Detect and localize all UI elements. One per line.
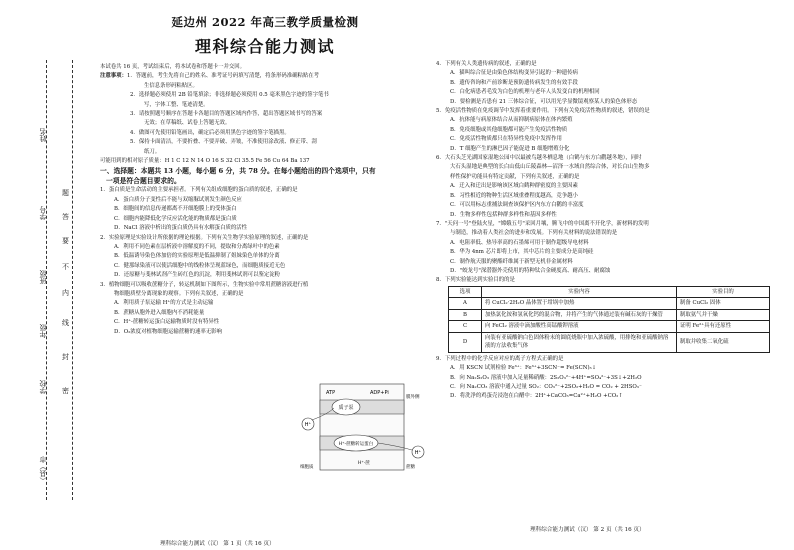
option: B．遗传咨询和产前诊断是预防遗传病发生的有效手段 bbox=[450, 79, 578, 86]
section-heading: 一、选择题：本题共 13 小题，每小题 6 分，共 78 分。在每小题给出的四个选项中，只有 bbox=[100, 167, 376, 176]
notes-line: 3．请按照题号顺序在答题卡各题目的答题区域内作答，超出答题区域书写的答案 bbox=[130, 111, 323, 118]
option: C．免疫活性物质都只在特异性免疫中发挥作用 bbox=[450, 136, 562, 143]
question-stem: 1．蛋白质是生命活动的主要承担者。下列有关组成细胞的蛋白质的叙述，正确的是 bbox=[100, 187, 298, 194]
option: B．习性相近的物种生活区域重叠程度越高，竞争越小 bbox=[450, 192, 578, 199]
question-stem: 与制造，推动着人类社会的进步和发展。下列有关材料的说法错误的是 bbox=[450, 230, 618, 237]
table-row bbox=[449, 332, 770, 352]
table-cell: 向 FeCl₂ 溶液中滴加酸性高锰酸钾溶液 bbox=[482, 321, 677, 333]
option: C．细胞内能降低化学反应活化能的物质都是蛋白质 bbox=[114, 215, 237, 222]
table-row bbox=[449, 321, 770, 333]
option: C．健那绿染液可以使活细胞中的线粒体呈现蓝绿色，而细胞质接近无色 bbox=[114, 262, 286, 269]
table-cell: 制取并收集二氧化硫 bbox=[677, 332, 770, 352]
page-1 bbox=[100, 14, 430, 547]
table-cell: D bbox=[449, 332, 482, 352]
seal-char: 不 bbox=[62, 263, 69, 271]
h-plus-label-right: H⁺ bbox=[414, 450, 422, 456]
question-stem: 2．实验原理是实验设计所依据的理论根据。下列有关生物学实验原理的叙述，正确的是 bbox=[100, 234, 309, 241]
question-stem: 6．大石头芝光湖国家湿地公园中以最被鸟越冬栖息地（白鹤与东方白鹳越冬地），同时 bbox=[436, 155, 642, 162]
notes-label: 注意事项： bbox=[100, 73, 127, 80]
table-cell: C bbox=[449, 321, 482, 333]
table-cell: 加热氯化铵和氢氧化钙的混合物，并将产生的气体通过装有碱石灰的干燥管 bbox=[482, 309, 677, 321]
notes-line: 4．做图可先使用铅笔画出，确定后必须用黑色字迹的签字笔描黑。 bbox=[130, 129, 290, 136]
question-stem: 9．下列过程中的化学反应对应的离子方程式正确的是 bbox=[436, 355, 564, 362]
intro-text: 本试卷共 16 页，考试结束后，将本试卷和答题卡一并交回。 bbox=[100, 64, 246, 70]
seal-char: 题 bbox=[62, 189, 69, 197]
table-cell: 制备 CuCl₂ 固体 bbox=[677, 298, 770, 310]
table-cell: B bbox=[449, 309, 482, 321]
h-plus-label: H⁺ bbox=[304, 422, 312, 428]
label-city: （县）市 bbox=[39, 456, 47, 484]
option: D．将洗净的鸡蛋壳浸泡在白醋中：2H⁺+CaCO₃=Ca²⁺+H₂O +CO₂↑ bbox=[450, 393, 623, 400]
option: A．利用不同色素在层析液中溶解度的不同，提取和分离绿叶中的色素 bbox=[114, 243, 280, 250]
dashed-line-inner bbox=[72, 60, 73, 500]
label-grade: 年级 bbox=[39, 324, 47, 338]
table-cell: 证明 Fe²⁺具有还原性 bbox=[677, 321, 770, 333]
option: B．低温诱导染色体加倍的实验原理是低温抑制了姐妹染色单体的分离 bbox=[114, 253, 280, 260]
question-stem: 5．免疫活性物质在免疫调节中发挥着重要作用。下列有关免疫活性物质的叙述，错误的是 bbox=[436, 108, 650, 115]
notes-line: 5．保持卡面清洁，不要折叠、不要弄破、弄皱，不准使用涂改液、修正带、刮 bbox=[130, 139, 317, 146]
option: D．"蛟龙号"深潜器外壳使用的特种钛合金硬度高、耐高压、耐腐蚀 bbox=[450, 267, 611, 274]
option: D．O₂浓度对植物细胞运输蔗糖的速率无影响 bbox=[114, 328, 222, 335]
notes-line: 注意事项：1．答题前，考生先将自己的姓名、准考证号码填写清楚，将条形码准确粘贴在考 bbox=[100, 73, 320, 80]
table-header-cell: 选项 bbox=[449, 286, 482, 298]
page-2 bbox=[436, 60, 786, 402]
page-footer-left: 理科综合能力测试（汉） 第 1 页（共 16 页） bbox=[160, 541, 275, 547]
table-cell: 将 CuCl₂·2H₂O 晶体置于坩埚中加热 bbox=[482, 298, 677, 310]
option: B．华为 4nm 芯片即将上市，其中芯片的主要成分是高纯硅 bbox=[450, 249, 594, 256]
sucrose-h-label: H⁺·蔗 bbox=[358, 461, 370, 466]
option: C．可以用标志重捕法调查该保护区内东方白鹳的丰富度 bbox=[450, 202, 584, 209]
option: B．细胞间的信息传递都离不开细胞膜上的受体蛋白 bbox=[114, 206, 237, 213]
question-stem: 4．下列有关人类遗传病的叙述，正确的是 bbox=[436, 61, 537, 67]
transporter-label: H⁺-蔗糖转运蛋白 bbox=[338, 442, 374, 447]
atomic-masses: 可能用到的相对原子质量：H 1 C 12 N 14 O 16 S 32 Cl 35.5 Fe 56 Cu 64 Ba 137 bbox=[100, 158, 310, 165]
cytoplasm-label: 细胞质 bbox=[300, 465, 314, 470]
option: C．制作航天服的聚酯纤维属于新型无机非金属材料 bbox=[450, 258, 573, 265]
option: B．向 Na₂S₂O₃ 溶液中加入足量稀硝酸：2S₂O₃²⁻+4H⁺=SO₄²⁻+3S↓+2H₂O bbox=[450, 374, 642, 381]
option: D．还原糖与斐林试剂产生砖红色的沉淀，利用斐林试剂可以鉴定淀粉 bbox=[114, 272, 281, 279]
option: C．白化病患者毛发为白色的机理与老年人头发变白的机理相同 bbox=[450, 89, 600, 96]
seal-char: 答 bbox=[62, 213, 69, 221]
notes-line: 2．选择题必须使用 2B 铅笔填涂；非选择题必须使用 0.5 毫米黑色字迹的签字笔书 bbox=[130, 92, 329, 99]
notes-line: 生信息条形码粘贴区。 bbox=[144, 82, 198, 89]
question-stem: 8．下列实验能达到实验目的的是 bbox=[436, 277, 515, 284]
option: D．要检测是否患有 21 三体综合征，可以用光学显微镜观察某人的染色体形态 bbox=[450, 98, 638, 105]
seal-char: 密 bbox=[62, 387, 69, 395]
outer-side-label: 膜外侧 bbox=[406, 395, 420, 400]
exam-subtitle: 理科综合能力测试 bbox=[194, 37, 335, 56]
table-header-cell: 实验内容 bbox=[482, 286, 677, 298]
seal-char: 要 bbox=[62, 237, 69, 245]
question-stem: 大石头湿地是典型的长白山低山丘陵森林—沼泽一水域自然综合体，对长白山生物多 bbox=[450, 164, 650, 171]
notes-line: 写，字体工整、笔迹清楚。 bbox=[144, 101, 209, 108]
option: A．蛋白质分子变性后不能与双缩脲试剂发生颜色反应 bbox=[114, 196, 242, 203]
question-stem: 3．植物细胞可以吸收蔗糖分子，转运机制如下图所示，生物实验中常用蔗糖溶液进行植 bbox=[100, 281, 309, 288]
table-header-cell: 实验目的 bbox=[677, 286, 770, 298]
option: B．蔗糖从胞外进入细胞内不消耗能量 bbox=[114, 309, 205, 316]
seal-char: 封 bbox=[62, 353, 69, 361]
option: B．免疫细胞或其他细胞都可能产生免疫活性物质 bbox=[450, 126, 568, 133]
question-stem: 物细胞质壁分离现象的观察。下列有关叙述，正确的是 bbox=[114, 290, 244, 297]
table-row bbox=[449, 298, 770, 310]
option: C．H⁺-蔗糖转运蛋白运输物质时没有特异性 bbox=[114, 319, 220, 326]
option: A．电阻率低、热导率高的石墨烯可用于制作超级导电材料 bbox=[450, 239, 589, 246]
option: A．用 KSCN 试剂检验 Fe³⁺：Fe³⁺+3SCN⁻= Fe(SCN)₃↓ bbox=[450, 365, 597, 372]
sucrose-transport-diagram bbox=[298, 380, 428, 476]
label-name: 姓名 bbox=[39, 128, 47, 142]
notes-line: 纸刀。 bbox=[144, 148, 161, 155]
seal-char: 内 bbox=[62, 289, 69, 297]
option: A．迁入和迁出是影响该区域白鹤种群密度的主要因素 bbox=[450, 183, 578, 190]
pump-label: 质子泵 bbox=[338, 405, 354, 411]
question-stem: 7．"天问一号"登陆火星，"嫦娥五号"采回月壤，腾飞中的中国离不开化学，新材料的发明 bbox=[436, 220, 649, 227]
option: A．利用质子泵运输 H⁺的方式是主动运输 bbox=[114, 300, 214, 307]
table-header-row bbox=[449, 286, 770, 298]
binding-margin bbox=[0, 0, 88, 550]
exam-title: 延边州 2022 年高三教学质量检测 bbox=[171, 15, 359, 29]
q8-table bbox=[448, 286, 770, 353]
section-heading: 一项是符合题目要求的。 bbox=[106, 177, 181, 186]
option: C．向 Na₂CO₃ 溶液中通入过量 SO₂：CO₃²⁻+2SO₂+H₂O = CO₂ + 2HSO₃⁻ bbox=[450, 383, 642, 390]
notes-line: 无效；在草稿纸、试卷上答题无效。 bbox=[144, 120, 231, 127]
table-cell: A bbox=[449, 298, 482, 310]
table-row bbox=[449, 309, 770, 321]
table-cell: 制取氨气并干燥 bbox=[677, 309, 770, 321]
seal-char: 线 bbox=[62, 319, 69, 327]
sucrose-label: 蔗糖 bbox=[406, 465, 415, 470]
table-cell: 向装有亚硫酸钠白色固体粉末的圆底烧瓶中加入浓硫酸，用排饱和亚硫酸钠溶液的方法收集气体 bbox=[482, 332, 677, 352]
cell-box bbox=[320, 384, 404, 470]
option: A．抗体能与病原体结合从而抑制病原体在体内繁殖 bbox=[450, 117, 573, 124]
label-school: 学校 bbox=[39, 380, 47, 394]
option: A．猫叫综合征是由染色体结构变异引起的一种遗传病 bbox=[450, 70, 578, 77]
label-class: 班级 bbox=[39, 270, 47, 284]
adp-label: ADP+Pi bbox=[370, 390, 389, 396]
label-student-id: 学号 bbox=[39, 206, 47, 220]
option: D．T 细胞产生的淋巴因子能促进 B 细胞增殖分化 bbox=[450, 145, 570, 152]
option: D．NaCl 溶液中析出的蛋白质仍具有水解蛋白质的活性 bbox=[114, 225, 248, 232]
atp-label: ATP bbox=[326, 390, 336, 396]
question-stem: 样性保护功能具有特定贡献，下列有关叙述，正确的是 bbox=[450, 173, 580, 180]
page-footer-right: 理科综合能力测试（汉） 第 2 页（共 16 页） bbox=[530, 527, 645, 533]
option: D．生物多样性包括种群多样性和基因多样性 bbox=[450, 211, 557, 218]
